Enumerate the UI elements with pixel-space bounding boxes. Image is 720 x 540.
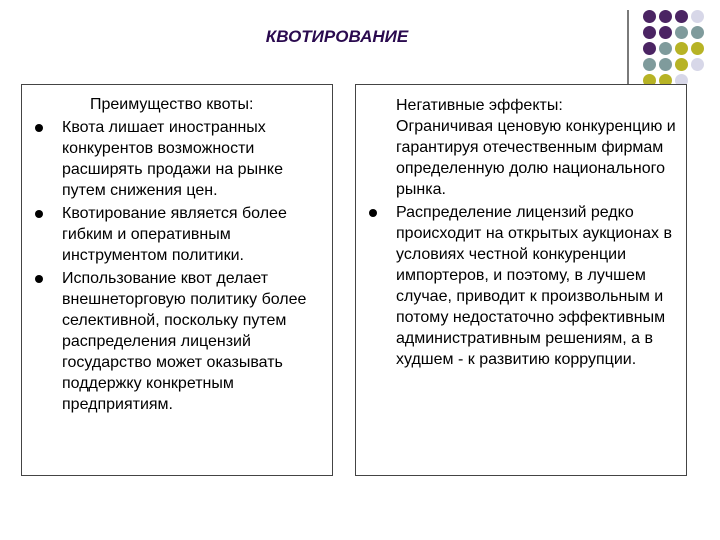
advantages-list — [22, 117, 332, 415]
negative-effects-intro: Ограничивая ценовую конкуренцию и гарантируя отечественным фирмам определенную долю национального рынка. — [396, 118, 676, 198]
negative-effect-item — [356, 202, 686, 370]
negative-effects-heading: Негативные эффекты: — [396, 97, 563, 114]
negative-effects-list — [356, 202, 686, 370]
advantages-panel — [21, 84, 333, 476]
advantage-item — [22, 203, 332, 266]
decor-dot — [691, 42, 704, 55]
decor-dot — [675, 10, 688, 23]
advantage-item — [22, 117, 332, 201]
decor-dot — [675, 42, 688, 55]
decor-dot — [675, 58, 688, 71]
advantage-item — [22, 268, 332, 415]
advantage-text: Квота лишает иностранных конкурентов возможности расширять продажи на рынке путем снижения цен. — [62, 119, 283, 199]
bullet-icon — [369, 209, 377, 217]
decor-dot — [659, 10, 672, 23]
decor-dot — [643, 26, 656, 39]
decor-dot — [675, 26, 688, 39]
advantages-heading: Преимущество квоты: — [90, 96, 254, 113]
negative-effects-panel — [355, 84, 687, 476]
decor-dot — [691, 58, 704, 71]
decor-dot — [659, 26, 672, 39]
bullet-icon — [35, 210, 43, 218]
slide-title: КВОТИРОВАНИЕ — [265, 27, 409, 46]
decor-dot-grid — [643, 10, 718, 90]
decor-dot — [691, 26, 704, 39]
decor-dot — [643, 10, 656, 23]
decor-dot — [643, 42, 656, 55]
bullet-icon — [35, 275, 43, 283]
advantage-text: Квотирование является более гибким и оперативным инструментом политики. — [62, 205, 287, 264]
bullet-icon — [35, 124, 43, 132]
decor-dot — [659, 58, 672, 71]
negative-effect-text: Распределение лицензий редко происходит на открытых аукционах в условиях честной конкуренции импортеров, и поэтому, в лучшем случае, приводит к произвольным и потому недостаточно эффективным административным решениям, а в худшем - к развитию коррупции. — [396, 204, 672, 368]
decor-dot — [643, 58, 656, 71]
decor-dot — [691, 10, 704, 23]
decor-dot — [659, 42, 672, 55]
advantage-text: Использование квот делает внешнеторговую политику более селективной, поскольку путем распределения лицензий государство может оказывать поддержку конкретным предприятиям. — [62, 270, 307, 413]
